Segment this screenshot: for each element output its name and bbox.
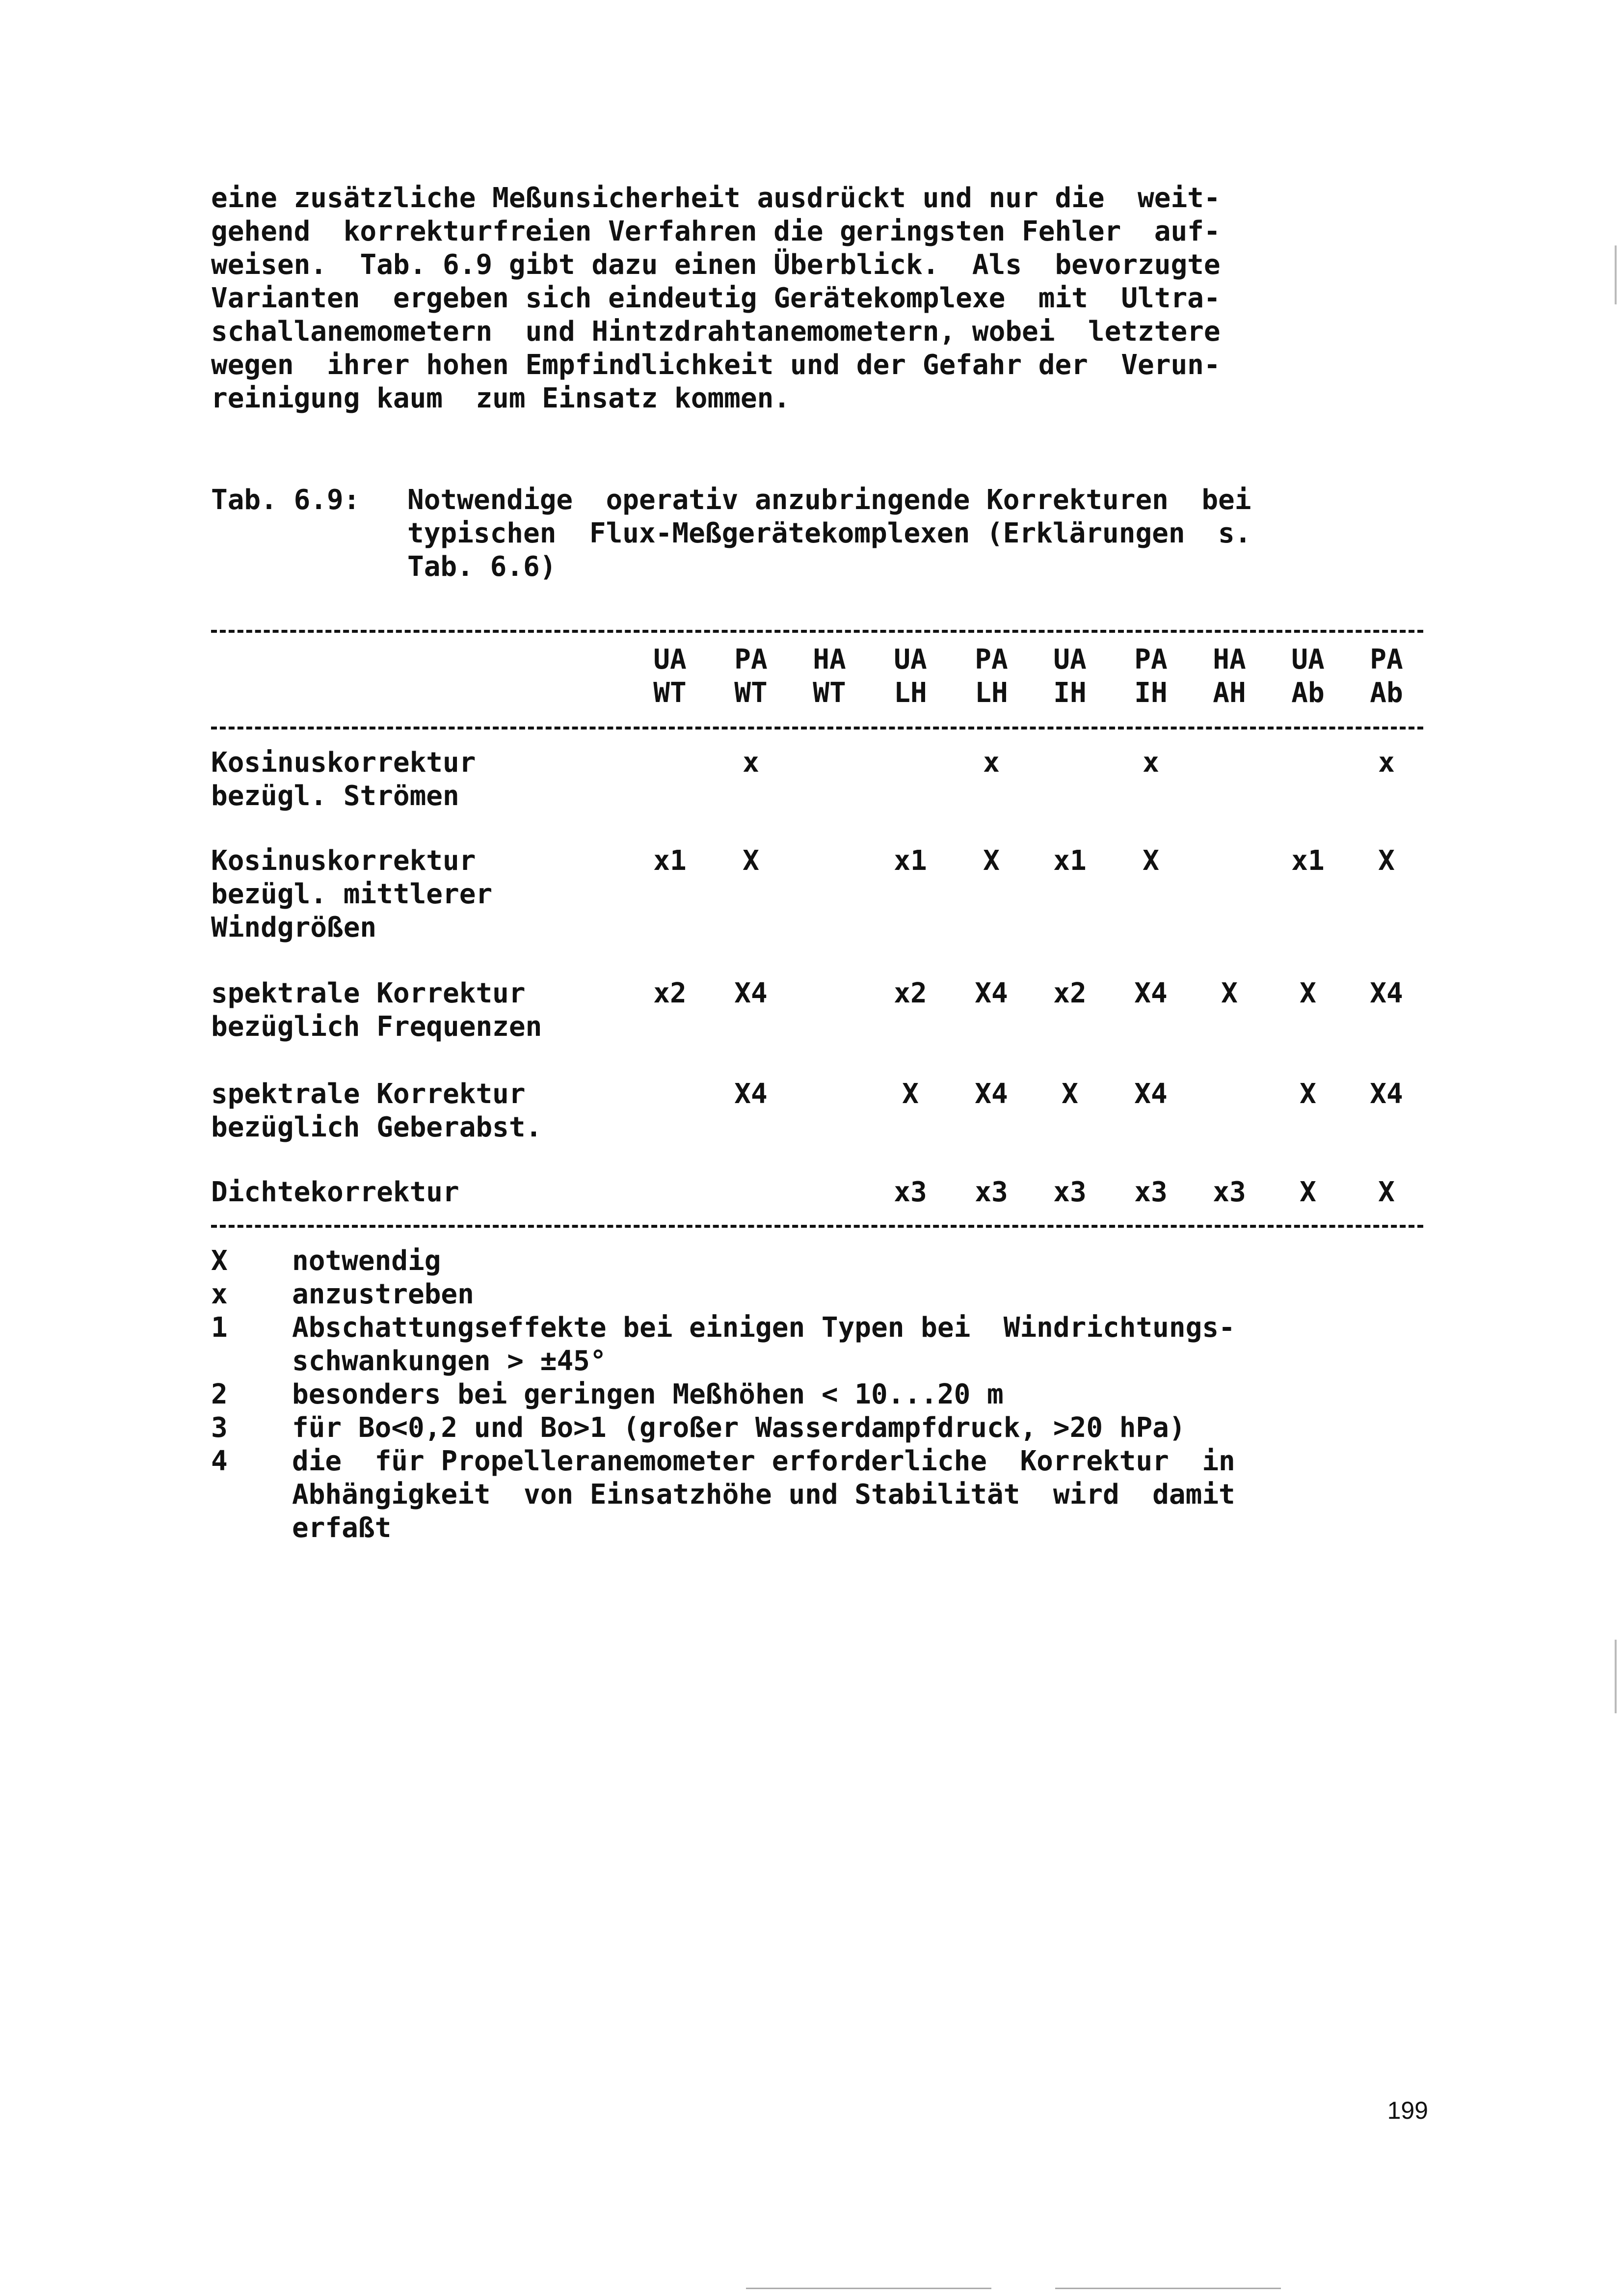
table-cell: X [1378, 1176, 1395, 1208]
paragraph-line: schallanemometern und Hintzdrahtanemometern, wobei letztere [211, 316, 1221, 348]
table-cell: X4 [975, 977, 1008, 1009]
table-cell: X4 [1370, 977, 1403, 1009]
column-header-top: UA [653, 644, 687, 675]
table-cell: X [743, 845, 759, 877]
footnote-key: 2 [211, 1378, 228, 1410]
row-label-line: bezüglich Frequenzen [211, 1011, 542, 1043]
paragraph-line: Varianten ergeben sich eindeutig Gerätekomplexe mit Ultra- [211, 282, 1221, 314]
footnote-text: für Bo<0,2 und Bo>1 (großer Wasserdampfdruck, >20 hPa) [292, 1412, 1186, 1444]
row-label [211, 1078, 633, 1144]
footnote-text: die für Propelleranemometer erforderliche Korrektur in [292, 1445, 1235, 1477]
table-cell: x3 [975, 1176, 1008, 1208]
paragraph-line: reinigung kaum zum Einsatz kommen. [211, 382, 791, 414]
column-header-bottom: AH [1213, 677, 1246, 709]
table-cell: x3 [1053, 1176, 1087, 1208]
table-footnotes [211, 1244, 1423, 1545]
footnote [211, 1411, 1423, 1445]
caption-line: Notwendige operativ anzubringende Korrekturen bei [407, 484, 1251, 516]
row-label-line: bezügl. mittlerer [211, 878, 493, 910]
footnote [211, 1278, 1423, 1311]
footnote-key: 4 [211, 1445, 228, 1477]
column-header [721, 643, 780, 710]
column-header-top: PA [1134, 644, 1168, 675]
caption-line: typischen Flux-Meßgerätekomplexen (Erklärungen s. [407, 517, 1251, 549]
column-header [1200, 643, 1259, 710]
table-cell: x [1143, 747, 1159, 779]
column-header [1357, 643, 1416, 710]
column-header [800, 643, 859, 710]
row-label [211, 844, 633, 945]
table-cell: X [1221, 977, 1238, 1009]
footnote-text: notwendig [292, 1245, 441, 1277]
caption-line: Tab. 6.6) [407, 551, 557, 583]
footnote-text: erfaßt [292, 1512, 392, 1544]
paragraph-line: weisen. Tab. 6.9 gibt dazu einen Überblick. Als bevorzugte [211, 249, 1221, 281]
footnote-text: Abschattungseffekte bei einigen Typen bei Windrichtungs- [292, 1312, 1235, 1344]
column-header [1040, 643, 1099, 710]
footnote [211, 1311, 1423, 1378]
row-label-line: Windgrößen [211, 912, 377, 944]
table-cell: x2 [894, 977, 927, 1009]
footnote-text: Abhängigkeit von Einsatzhöhe und Stabilität wird damit [292, 1479, 1235, 1511]
column-header-top: HA [813, 644, 846, 675]
table-cell: x2 [653, 977, 687, 1009]
table-cell: X4 [734, 1078, 768, 1110]
column-header-bottom: Ab [1370, 677, 1403, 709]
row-label-line: Dichtekorrektur [211, 1176, 459, 1208]
row-label-line: bezüglich Geberabst. [211, 1111, 542, 1143]
body-paragraph [211, 182, 1423, 415]
paragraph-line: wegen ihrer hohen Empfindlichkeit und der Gefahr der Verun- [211, 349, 1221, 381]
column-header [962, 643, 1021, 710]
table-cell: X [1062, 1078, 1078, 1110]
footnote-key: X [211, 1245, 228, 1277]
table-cell: x1 [1053, 845, 1087, 877]
column-header-bottom: LH [975, 677, 1008, 709]
row-label-line: spektrale Korrektur [211, 1078, 526, 1110]
table-top-rule [211, 630, 1423, 633]
footnote-key: 3 [211, 1412, 228, 1444]
column-header-bottom: Ab [1291, 677, 1325, 709]
table-cell: X [1300, 977, 1316, 1009]
column-header-top: PA [975, 644, 1008, 675]
table-cell: X4 [975, 1078, 1008, 1110]
table-caption [211, 484, 1423, 584]
table-cell: X4 [1134, 977, 1168, 1009]
row-label-line: Kosinuskorrektur [211, 845, 476, 877]
table-cell: x3 [894, 1176, 927, 1208]
table-cell: X [983, 845, 1000, 877]
column-header-bottom: WT [653, 677, 687, 709]
footnote [211, 1378, 1423, 1411]
column-header-bottom: LH [894, 677, 927, 709]
footnote-key: x [211, 1278, 228, 1310]
column-header-bottom: WT [734, 677, 768, 709]
column-header [1121, 643, 1180, 710]
table-bottom-rule [211, 1225, 1423, 1228]
footnote-text: besonders bei geringen Meßhöhen < 10...20 m [292, 1378, 1004, 1410]
table-cell: X4 [734, 977, 768, 1009]
column-header-top: UA [1053, 644, 1087, 675]
column-header-bottom: IH [1053, 677, 1087, 709]
footnote [211, 1445, 1423, 1545]
column-header [640, 643, 699, 710]
page-number: 199 [1387, 2097, 1428, 2124]
table-cell: X4 [1370, 1078, 1403, 1110]
footnote-key: 1 [211, 1312, 228, 1344]
table-cell: x [743, 747, 759, 779]
table-cell: X [1143, 845, 1159, 877]
row-label [211, 746, 633, 813]
column-header-bottom: WT [813, 677, 846, 709]
scan-bottom-mark [746, 2288, 991, 2289]
footnote-text: schwankungen > ±45° [292, 1345, 607, 1377]
caption-label: Tab. 6.9: [211, 484, 360, 516]
table-cell: x2 [1053, 977, 1087, 1009]
row-label [211, 977, 633, 1044]
row-label [211, 1176, 633, 1209]
column-header-bottom: IH [1134, 677, 1168, 709]
column-header-top: PA [734, 644, 768, 675]
column-header-top: UA [894, 644, 927, 675]
column-header [1278, 643, 1337, 710]
row-label-line: bezügl. Strömen [211, 780, 459, 812]
table-cell: x1 [653, 845, 687, 877]
column-header-top: PA [1370, 644, 1403, 675]
paragraph-line: eine zusätzliche Meßunsicherheit ausdrückt und nur die weit- [211, 182, 1221, 214]
row-label-line: Kosinuskorrektur [211, 747, 476, 779]
table-cell: X [1300, 1176, 1316, 1208]
table-header-rule [211, 727, 1423, 729]
scan-edge-mark [1615, 1640, 1617, 1713]
footnote-text: anzustreben [292, 1278, 474, 1310]
row-label-line: spektrale Korrektur [211, 977, 526, 1009]
column-header [881, 643, 940, 710]
column-header-top: UA [1291, 644, 1325, 675]
scan-bottom-mark [1055, 2288, 1281, 2289]
table-cell: x3 [1213, 1176, 1246, 1208]
table-cell: x1 [1291, 845, 1325, 877]
table-cell: x3 [1134, 1176, 1168, 1208]
table-cell: x1 [894, 845, 927, 877]
table-cell: X [1378, 845, 1395, 877]
paragraph-line: gehend korrekturfreien Verfahren die geringsten Fehler auf- [211, 216, 1221, 247]
table-cell: x [983, 747, 1000, 779]
footnote [211, 1244, 1423, 1278]
scan-edge-mark [1615, 245, 1617, 304]
table-cell: X [1300, 1078, 1316, 1110]
column-header-top: HA [1213, 644, 1246, 675]
table-cell: X4 [1134, 1078, 1168, 1110]
table-cell: x [1378, 747, 1395, 779]
table-cell: X [902, 1078, 919, 1110]
